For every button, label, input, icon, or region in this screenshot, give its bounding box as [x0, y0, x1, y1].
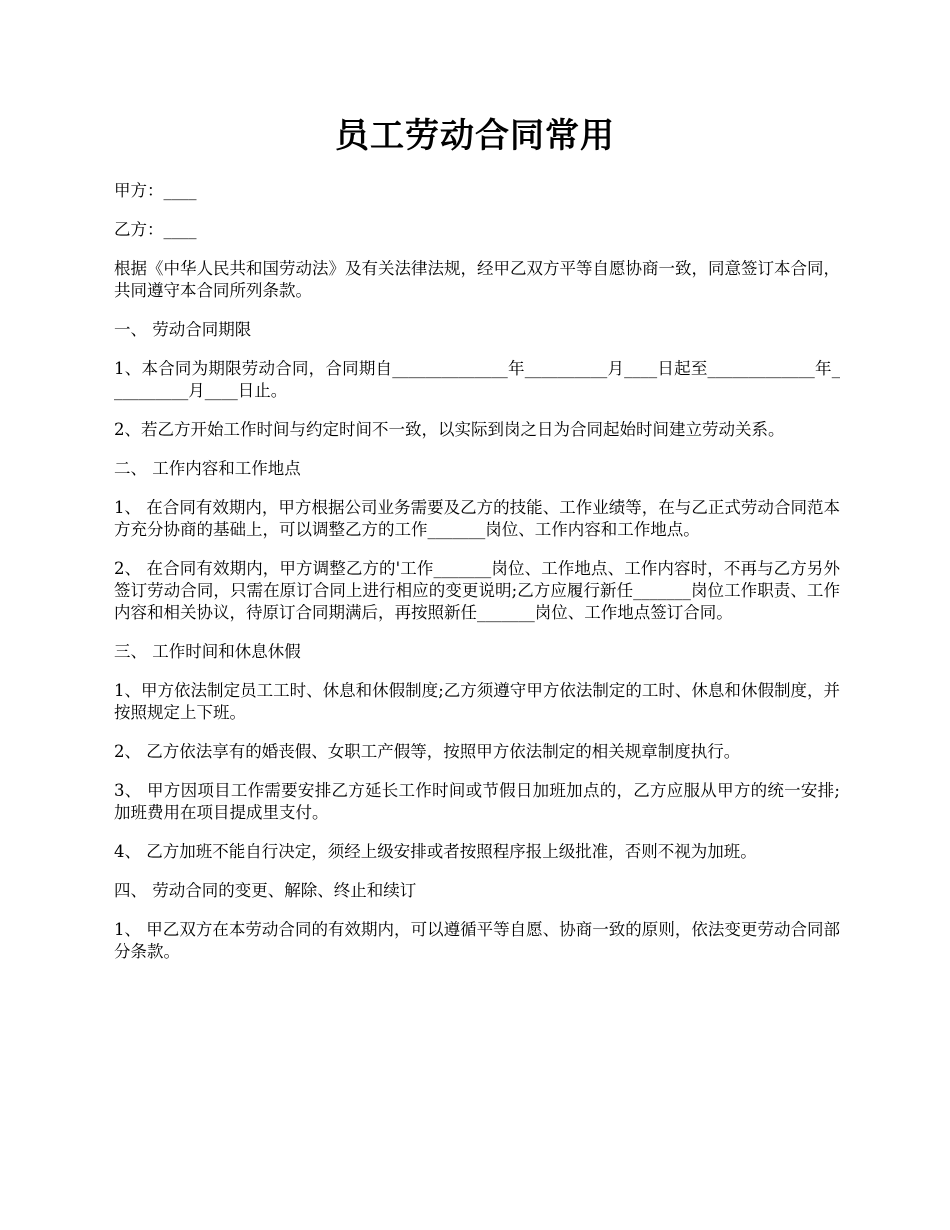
party-a-line: 甲方：____: [114, 181, 197, 200]
clause-3-3: 3、 甲方因项目工作需要安排乙方延长工作时间或节假日加班加点的，乙方应服从甲方的统一安排;加班费用在项目提成里支付。: [114, 781, 840, 822]
document-body: [114, 180, 840, 980]
section-heading-4: 四、 劳动合同的变更、解除、终止和续订: [114, 881, 417, 900]
clause-2-1: 1、 在合同有效期内，甲方根据公司业务需要及乙方的技能、工作业绩等，在与乙正式劳动合同范本方充分协商的基础上，可以调整乙方的工作_______岗位、工作内容和工作地点。: [114, 498, 840, 539]
clause-3-4: 4、 乙方加班不能自行决定，须经上级安排或者按照程序报上级批准，否则不视为加班。: [114, 842, 757, 861]
clause-2-2: 2、 在合同有效期内，甲方调整乙方的'工作_______岗位、工作地点、工作内容时，不再与乙方另外签订劳动合同，只需在原订合同上进行相应的变更说明;乙方应履行新任_______岗位工作职责、工作内容和相关协议，待原订合同期满后，再按照新任_______岗位、工作地点签订合同。: [114, 559, 840, 622]
document-title: 员工劳动合同常用: [335, 116, 615, 156]
section-heading-1: 一、 劳动合同期限: [114, 320, 252, 339]
clause-4-1: 1、 甲乙双方在本劳动合同的有效期内，可以遵循平等自愿、协商一致的原则，依法变更劳动合同部分条款。: [114, 920, 840, 961]
party-b-line: 乙方：____: [114, 220, 197, 239]
clause-3-2: 2、 乙方依法享有的婚丧假、女职工产假等，按照甲方依法制定的相关规章制度执行。: [114, 742, 741, 761]
section-heading-3: 三、 工作时间和休息休假: [114, 642, 301, 661]
preamble-paragraph: 根据《中华人民共和国劳动法》及有关法律法规，经甲乙双方平等自愿协商一致，同意签订本合同，共同遵守本合同所列条款。: [114, 259, 840, 300]
section-heading-2: 二、 工作内容和工作地点: [114, 459, 301, 478]
clause-3-1: 1、甲方依法制定员工工时、休息和休假制度;乙方须遵守甲方依法制定的工时、休息和休假制度，并按照规定上下班。: [114, 681, 840, 722]
clause-1-1: 1、本合同为期限劳动合同，合同期自______________年__________月____日起至_____________年__________月____日止。: [114, 359, 840, 400]
clause-1-2: 2、若乙方开始工作时间与约定时间不一致，以实际到岗之日为合同起始时间建立劳动关系。: [114, 420, 785, 439]
